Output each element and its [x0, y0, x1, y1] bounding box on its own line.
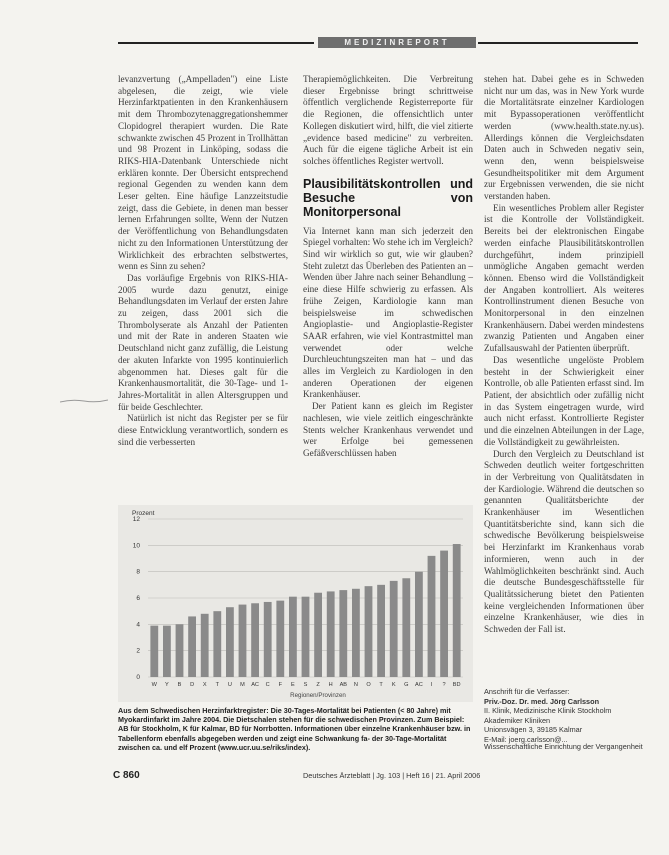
y-tick-label: 8 [136, 568, 140, 576]
paragraph: Durch den Vergleich zu Deutschland ist Schweden deutlich weiter fortgeschritten in der Verbreitung von Qualitätsdaten in der Kardiologie. Während die deutschen so genannten Qualitätsberichte der Krankenhäuser im Wesentlichen Quantitätsberichte sind, kann sich die schwedische Bevölkerung beispielsweise bei Herzinfarkt im Krankenhaus vorab informieren, wenn auch in der Wahlmöglichkeiten beschränkt sind. Auch die deutsche Bundesgeschäftsstelle für Qualitätssicherung bietet den Patienten keine vergleichenden Informationen über einzelne Krankenhäuser, wie dies in Schweden der Fall ist. [484, 448, 644, 635]
bar [440, 551, 448, 677]
x-tick-label: Z [316, 682, 320, 688]
page-number: C 860 [113, 770, 140, 781]
bar [213, 611, 221, 677]
bar [339, 590, 347, 677]
x-tick-label: X [202, 682, 207, 688]
paragraph: Via Internet kann man sich jederzeit den Spiegel vorhalten: Wo stehe ich im Vergleich? Sind wir wirklich so gut, wie wir glauben? Steht zuletzt das Überleben des Patienten an – Wenden über Jahre nach seiner Behandlung – eine diese Hilfe schwierig zu erfassen. Als frühe Zeigen, Kardiologie kann man beispielsweise im schwedischen Angioplastie- und Angioplastie-Register SAAR erfahren, wie viel Kontrastmittel man verwendet oder welche Durchleuchtungszeiten man hat – und das alles im Vergleich zu Kardiologen in den anderen Operationen der eigenen Krankenhäuser. [303, 225, 473, 400]
x-tick-label: S [303, 682, 308, 688]
x-tick-label: Y [165, 682, 169, 688]
bar [428, 556, 436, 677]
bar [289, 597, 297, 677]
bar [314, 593, 322, 677]
article-column-2 [303, 74, 473, 460]
header-rule-right [478, 42, 638, 44]
y-tick-label: 12 [132, 516, 140, 523]
y-tick-label: 4 [136, 621, 140, 629]
author-contact [484, 687, 644, 745]
x-tick-label: M [240, 682, 245, 688]
x-axis-label: Regionen/Provinzen [290, 692, 346, 699]
x-tick-label: D [190, 682, 195, 688]
paragraph: Ein wesentliches Problem aller Register ist die Kontrolle der Vollständigkeit. Bereits bei der elektronischen Eingabe werden einfache Plausibilitätskontrollen durchgeführt, indem prinzipiell unmögliche Angaben gemacht werden können. Ebenso wird die Vollständigkeit der Angaben kontrolliert. Als weiteres Kontrollinstrument dienen Besuche von Monitorpersonal in den einzelnen Krankenhäusern. Dabei werden mindestens zwanzig Patienten und Angaben einer Zufallsauswahl der Patienten überprüft. [484, 202, 644, 354]
caption-text-tail: der 30-Tage-Mortalität zwischen ca. und elf Prozent (www.ucr.uu.se/riks/index). [118, 733, 447, 752]
bar [352, 589, 360, 677]
x-tick-label: G [404, 682, 409, 688]
figure-caption [118, 706, 474, 752]
x-tick-label: AC [415, 682, 423, 688]
x-tick-label: O [366, 682, 371, 688]
x-tick-label: W [151, 682, 157, 688]
paragraph: Das vorläufige Ergebnis von RIKS-HIA-2005 wurde dazu genutzt, einige Behandlungsdaten im Verlauf der ersten Jahre zu zeigen, dass 2001 sich die Thrombolyserate als Anzahl der Patienten und mit der Rate in anderen Staaten wie Deutschland nicht ganz zufällig, die Leistung der akuten Infarkte von 1995 kontinuierlich abgenommen hat. Dieses galt für die Krankenhausmortalität, die 30-Tage- und 1-Jahres-Mortalität in allen Altersgruppen und für beide Geschlechter. [118, 272, 288, 412]
x-tick-label: AC [251, 682, 259, 688]
article-column-3 [484, 74, 644, 636]
y-tick-label: 6 [136, 595, 140, 602]
x-tick-label: U [227, 682, 232, 688]
caption-text: Aus dem Schwedischen Herzinfarktregister: Die 30-Tages-Mortalität bei Patienten (< 80 Jahre) mit Myokardinfarkt im Jahre 2004. Die Dietschalen stehen für die schwedischen Provinzen. Zum Beispiel: AB für Stockholm, K für Kalmar, BD für Norrbotten. Informationen über einzelne Krankenhäuser bzw. in Tabellenform ebenfalls abgegeben werden und zeigt eine Schwankung fa- [118, 706, 471, 743]
article-column-1 [118, 74, 288, 449]
paragraph: Therapiemöglichkeiten. Die Verbreitung dieser Ergebnisse bringt schrittweise öffentlich verglichende Registerreporte für die Regionen, die offensichtlich unter Kollegen diskutiert wird, hilft, die viel zitierte „evidence based medicine" zu verbreiten. Auch für die eigene tägliche Arbeit ist ein solches öffentliches Register wertvoll. [303, 74, 473, 166]
y-tick-label: 10 [132, 542, 140, 550]
bar [163, 626, 171, 677]
bar [226, 607, 234, 677]
x-tick-label: ? [442, 682, 446, 688]
paragraph: stehen hat. Dabei gehe es in Schweden nicht nur um das, was in New York wurde die Mortalitätsrate einzelner Kardiologen mit Bypassoperationen veröffentlicht werden (www.health.state.ny.us). Allerdings können die Vergleichsdaten Daten auch in Schweden negativ sein, wenn den, wenn beispielsweise Gesundheitspolitiker mit dem Argument zur Ergebnissen verwenden, die sie nicht verstanden haben. [484, 74, 644, 202]
author-line: Anschrift für die Verfasser: [484, 687, 570, 696]
paragraph: Natürlich ist nicht das Register per se für diese Entwicklung verantwortlich, sondern es sind die verbesserten [118, 413, 288, 447]
subheading: Plausibilitätskontrollen und Besuche von Monitorpersonal [303, 176, 473, 219]
bar [390, 581, 398, 677]
author-line: Akademiker Kliniken [484, 715, 551, 725]
journal-footer: Deutsches Ärzteblatt | Jg. 103 | Heft 16 | 21. April 2006 [303, 771, 481, 780]
bar [327, 591, 335, 677]
author-email: E-Mail: joerg.carlsson@... [484, 734, 568, 744]
x-tick-label: AB [339, 682, 348, 688]
author-line: II. Klinik, Medizinische Klinik Stockholm [484, 706, 612, 716]
bar [201, 614, 209, 677]
bar [150, 626, 158, 677]
bar [176, 624, 184, 677]
section-header: MEDIZINREPORT [318, 37, 476, 48]
paragraph: Der Patient kann es gleich im Register nachlesen, wie viele zeitlich eingeschränkte Stents welcher Krankenhaus verwendet und wer Erfolge bei gemessenen Gefäßverschlüssen haben [303, 401, 473, 458]
y-axis-label: Prozent [132, 510, 155, 517]
bar [402, 578, 410, 677]
scan-mark-icon [60, 398, 108, 404]
x-tick-label: C [265, 682, 270, 688]
header-rule-left [118, 42, 314, 44]
bar [251, 603, 259, 677]
author-line: Unionsvägen 3, 39185 Kalmar [484, 725, 583, 735]
bar [302, 597, 310, 677]
bar [453, 544, 461, 677]
paragraph: levanzvertung („Ampelladen") eine Liste abgelesen, die zeigt, wie viele Herzinfarktpatienten in den Krankenhäusern mit dem Thrombozytenaggregationshemmer Clopidogrel therapiert wurden. Die Rate schwankte zwischen 45 Prozent in Trollhättan und 98 Prozent in Linköping, sodass die RIKS-HIA-Datenbank Unterschiede nicht erklären konnte. Der Übersicht entsprechend regional Gegenden zu wenden kann dem Leser gelten. Eine häufige Lanzzeitstudie zeigt, dass die Gebiete, in denen man besser lernen Erfahrungen sollte, Wenn der Nutzen der Veröffentlichung von Behandlungsdaten nicht zu den Informationen Unterstützung der Wirklichkeit des erbrachten selbstwertes, wenn es Sinn zu sehen? [118, 74, 288, 272]
x-tick-label: E [291, 682, 295, 688]
x-tick-label: N [353, 682, 358, 688]
bar [365, 586, 373, 677]
bar [415, 572, 423, 677]
bar [377, 585, 385, 677]
paragraph: Das wesentliche ungelöste Problem besteht in der Schwierigkeit einer Kontrolle, ob alle Patienten erfasst sind. Im Patient, der absichtlich oder zufällig nicht in das System eingetragen wurde, wird auch nicht erfasst. Kontrollierte Register und die einzelnen Abteilungen in der Lage, die Vollständigkeit zu gewährleisten. [484, 354, 644, 447]
x-tick-label: BD [452, 682, 461, 688]
author-name: Priv.-Doz. Dr. med. Jörg Carlsson [484, 696, 600, 706]
x-tick-label: F [278, 682, 283, 688]
x-tick-label: H [328, 682, 333, 688]
y-tick-label: 0 [136, 674, 140, 681]
x-tick-label: T [379, 682, 383, 688]
mortality-bar-chart [118, 505, 473, 702]
bar [264, 602, 272, 677]
y-tick-label: 2 [136, 647, 140, 655]
signature-line: Wissenschaftliche Einrichtung der Vergangenheit [484, 742, 643, 751]
bar [239, 605, 247, 677]
x-tick-label: T [215, 682, 220, 688]
x-tick-label: K [391, 682, 396, 688]
bar [276, 601, 284, 677]
bar [188, 616, 196, 677]
x-tick-label: B [177, 682, 182, 688]
x-tick-label: I [430, 682, 433, 688]
